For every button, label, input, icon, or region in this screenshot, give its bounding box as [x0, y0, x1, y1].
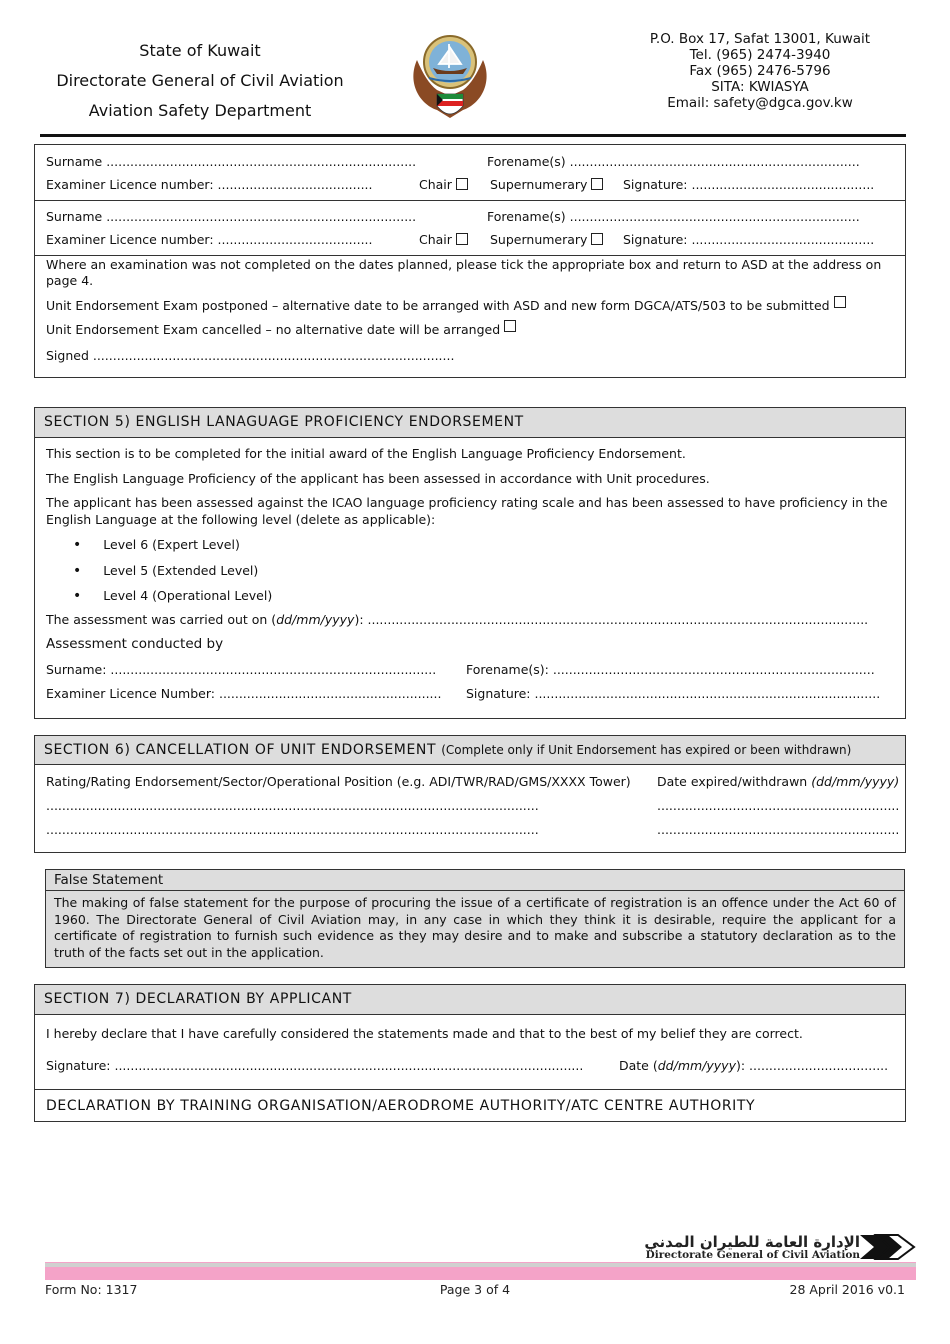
- header-department: Aviation Safety Department: [88, 101, 312, 120]
- header-directorate: Directorate General of Civil Aviation: [56, 71, 344, 90]
- cancelled-label: Unit Endorsement Exam cancelled – no alternative date will be arranged: [46, 322, 501, 337]
- header-state: State of Kuwait: [139, 41, 261, 60]
- section6-row2-date[interactable]: .............................................................: [657, 822, 900, 837]
- postponed-row: [46, 296, 846, 313]
- postponed-checkbox[interactable]: [834, 296, 846, 308]
- level-4-label: Level 4 (Operational Level): [103, 588, 273, 603]
- section5-para3: The applicant has been assessed against the ICAO language proficiency rating scale and has been assessed to have proficiency in the English Language at the following level (delete as applicable):: [46, 495, 888, 527]
- section7-declaration: I hereby declare that I have carefully considered the statements made and that to the best of my belief they are correct.: [46, 1026, 803, 1041]
- examiner2-chair-checkbox[interactable]: [456, 233, 468, 245]
- examiners-box: [34, 144, 906, 378]
- section6-row2-rating[interactable]: ............................................................................................................................: [46, 822, 539, 837]
- level-5-item[interactable]: [73, 563, 258, 579]
- bullet-icon: •: [73, 588, 82, 604]
- supernumerary-label: Supernumerary: [490, 177, 588, 192]
- signed-field[interactable]: Signed ...........................................................................................: [46, 348, 455, 363]
- false-statement-body: The making of false statement for the purpose of procuring the issue of a certificate of registration is an offence under the Act 60 of 1960. The Directorate General of Civil Aviation may, in any case in which they think it is desirable, require the applicant for a certificate of registration to furnish such evidence as they may desire and to make and subscribe a statutory declaration as to the truth of the facts set out in the application.: [54, 895, 896, 960]
- examiner1-signature[interactable]: Signature: ..............................................: [623, 177, 875, 192]
- applicant-signature[interactable]: Signature: ......................................................................................................................: [46, 1058, 584, 1073]
- examiner2-forename[interactable]: Forename(s) .........................................................................: [487, 209, 860, 224]
- examiner1-forename[interactable]: Forename(s) .........................................................................: [487, 154, 860, 169]
- assessor-signature[interactable]: Signature: .......................................................................................: [466, 686, 881, 701]
- examiner2-supernumerary-checkbox[interactable]: [591, 233, 603, 245]
- header-sita: SITA: KWIASYA: [711, 79, 809, 95]
- cancelled-row: [46, 320, 516, 337]
- assessment-date-prefix: The assessment was carried out on (: [46, 612, 277, 627]
- section5-para1: This section is to be completed for the initial award of the English Language Proficiency Endorsement.: [46, 446, 686, 461]
- header-contact: [630, 31, 890, 111]
- dgca-arrow-logo-icon: [858, 1233, 916, 1261]
- level-5-label: Level 5 (Extended Level): [103, 563, 259, 578]
- level-6-item[interactable]: [73, 537, 240, 553]
- assessor-forename[interactable]: Forename(s): .................................................................................: [466, 662, 875, 677]
- supernumerary-label: Supernumerary: [490, 232, 588, 247]
- false-statement-box: [45, 869, 905, 968]
- section5-para2: The English Language Proficiency of the applicant has been assessed in accordance with Unit procedures.: [46, 471, 710, 486]
- examiner2-licence[interactable]: Examiner Licence number: .......................................: [46, 232, 373, 247]
- section6-box: [34, 735, 906, 853]
- examiner2-supernumerary: [490, 232, 603, 247]
- divider: [35, 255, 905, 256]
- footer-logo-arabic: الإدارة العامة للطيران المدني: [644, 1233, 860, 1251]
- level-4-item[interactable]: [73, 588, 272, 604]
- examiner2-chair: [419, 232, 468, 247]
- bullet-icon: •: [73, 563, 82, 579]
- applicant-date-prefix: Date (: [619, 1058, 658, 1073]
- assessment-conducted-by: Assessment conducted by: [46, 636, 224, 652]
- assessment-date-field[interactable]: [46, 612, 868, 627]
- header-fax: Fax (965) 2476-5796: [689, 63, 831, 79]
- applicant-date-suffix: ): ...................................: [735, 1058, 889, 1073]
- section6-title: SECTION 6) CANCELLATION OF UNIT ENDORSEMENT: [44, 742, 437, 758]
- chair-label: Chair: [419, 232, 452, 247]
- postponed-label: Unit Endorsement Exam postponed – alternative date to be arranged with ASD and new form DGCA/ATS/503 to be submitted: [46, 298, 830, 313]
- applicant-date-format: dd/mm/yyyy: [657, 1058, 736, 1073]
- footer-date: 28 April 2016 v0.1: [789, 1282, 905, 1297]
- date-expired-format: (dd/mm/yyyy): [811, 774, 900, 789]
- examiner1-chair: [419, 177, 468, 192]
- examiner2-signature[interactable]: Signature: ..............................................: [623, 232, 875, 247]
- section5-box: [34, 407, 906, 719]
- header-left: [40, 36, 360, 126]
- chair-label: Chair: [419, 177, 452, 192]
- section7-box: [34, 984, 906, 1122]
- section6-col2-header: [657, 774, 899, 789]
- footer-logo-english: Directorate General of Civil Aviation: [645, 1249, 860, 1261]
- examiner1-supernumerary: [490, 177, 603, 192]
- assessment-date-suffix: ): ..............................................................................................................................: [354, 612, 869, 627]
- header-email: Email: safety@dgca.gov.kw: [667, 95, 853, 111]
- examiner1-surname[interactable]: Surname ..............................................................................: [46, 154, 417, 169]
- assessor-surname[interactable]: Surname: ..................................................................................: [46, 662, 437, 677]
- applicant-date[interactable]: [619, 1058, 888, 1073]
- header-tel: Tel. (965) 2474-3940: [689, 47, 831, 63]
- assessor-licence[interactable]: Examiner Licence Number: ........................................................: [46, 686, 442, 701]
- section5-title: SECTION 5) ENGLISH LANAGUAGE PROFICIENCY ENDORSEMENT: [35, 408, 905, 438]
- section6-col1-header: Rating/Rating Endorsement/Sector/Operational Position (e.g. ADI/TWR/RAD/GMS/XXXX Tower): [46, 774, 631, 789]
- false-statement-title: False Statement: [46, 870, 904, 891]
- not-completed-instructions: Where an examination was not completed on the dates planned, please tick the appropriate box and return to ASD at the address on page 4.: [46, 257, 882, 288]
- divider: [35, 200, 905, 201]
- bullet-icon: •: [73, 537, 82, 553]
- footer-form-no: Form No: 1317: [45, 1282, 138, 1297]
- examiner1-supernumerary-checkbox[interactable]: [591, 178, 603, 190]
- section6-row1-date[interactable]: .............................................................: [657, 798, 900, 813]
- org-declaration-title: DECLARATION BY TRAINING ORGANISATION/AERODROME AUTHORITY/ATC CENTRE AUTHORITY: [46, 1098, 756, 1114]
- assessment-date-format: dd/mm/yyyy: [276, 612, 355, 627]
- level-6-label: Level 6 (Expert Level): [103, 537, 240, 552]
- date-expired-label: Date expired/withdrawn: [657, 774, 808, 789]
- footer-page: Page 3 of 4: [439, 1282, 511, 1297]
- header-rule: [40, 134, 906, 137]
- examiner2-surname[interactable]: Surname ..............................................................................: [46, 209, 417, 224]
- section6-note: (Complete only if Unit Endorsement has expired or been withdrawn): [441, 743, 852, 757]
- examiner1-licence[interactable]: Examiner Licence number: .......................................: [46, 177, 373, 192]
- cancelled-checkbox[interactable]: [504, 320, 516, 332]
- divider: [35, 1089, 905, 1090]
- footer-stripe-top: [45, 1263, 916, 1267]
- header-address: P.O. Box 17, Safat 13001, Kuwait: [649, 31, 871, 47]
- examiner1-chair-checkbox[interactable]: [456, 178, 468, 190]
- kuwait-emblem-icon: [405, 22, 495, 128]
- section7-title: SECTION 7) DECLARATION BY APPLICANT: [35, 985, 905, 1015]
- section6-row1-rating[interactable]: ............................................................................................................................: [46, 798, 539, 813]
- section6-header: [35, 736, 905, 765]
